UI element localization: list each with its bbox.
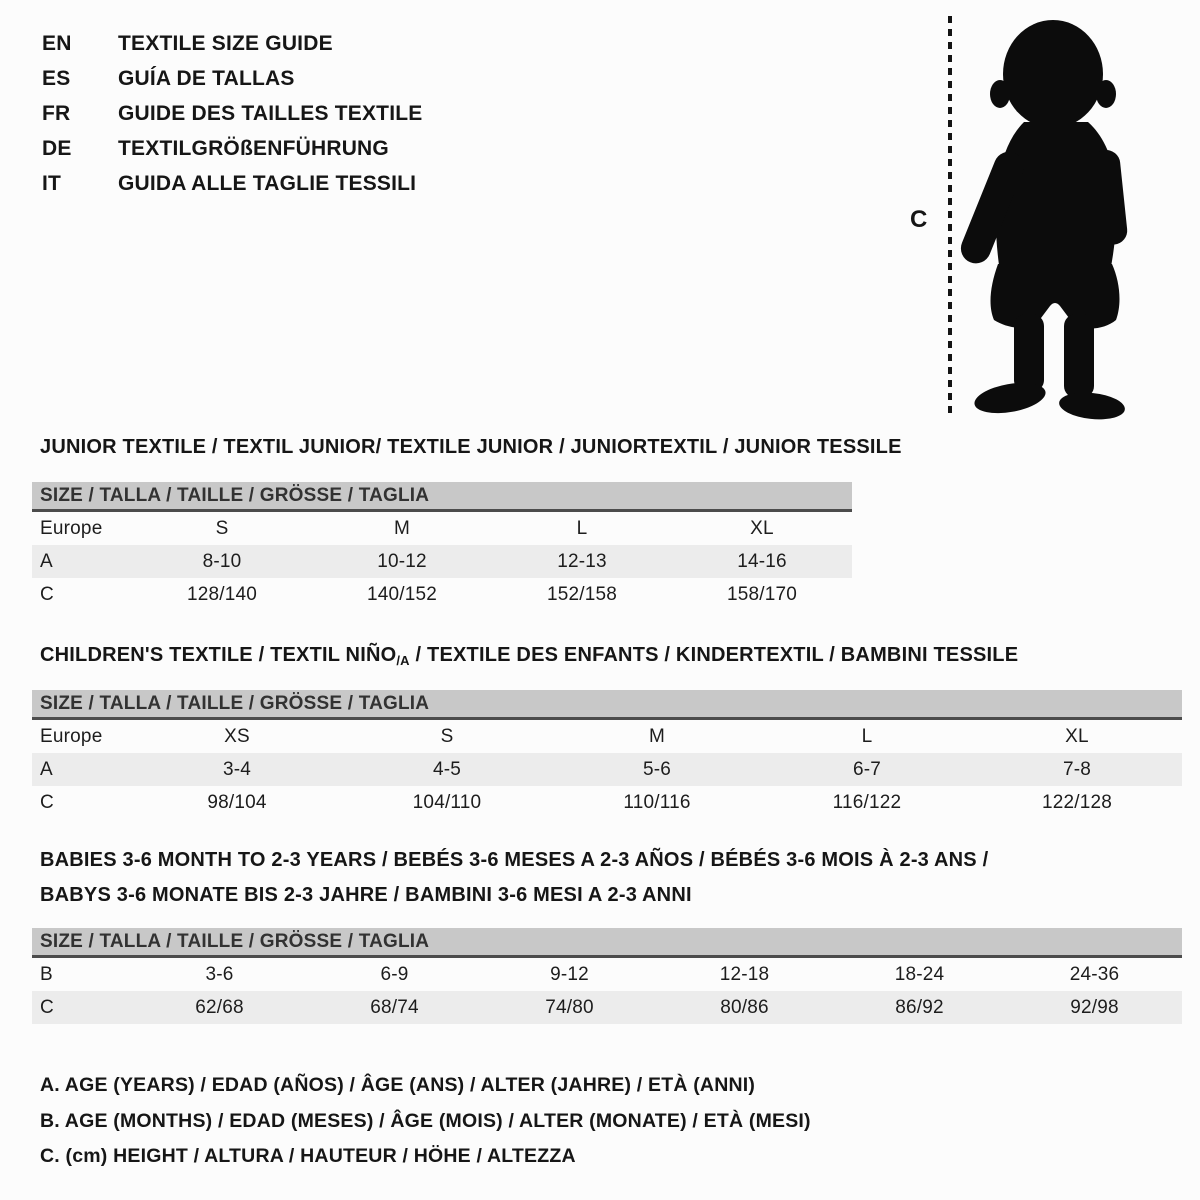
table-cell: 18-24	[894, 963, 945, 985]
section-title-text: / TEXTILE DES ENFANTS / KINDERTEXTIL / BAMBINI TESSILE	[409, 644, 1019, 666]
row-label: A	[40, 758, 53, 780]
table-cell: 62/68	[195, 996, 244, 1018]
table-cell: 74/80	[545, 996, 594, 1018]
table-cell: 8-10	[202, 550, 242, 572]
section-title-junior: JUNIOR TEXTILE / TEXTIL JUNIOR/ TEXTILE JUNIOR / JUNIORTEXTIL / JUNIOR TESSILE	[40, 436, 902, 458]
table-cell: 98/104	[207, 791, 267, 813]
babies-size-table	[32, 928, 1182, 1024]
row-label: Europe	[40, 517, 103, 539]
language-code: EN	[42, 32, 72, 55]
table-cell: M	[393, 517, 411, 539]
table-cell: 158/170	[726, 583, 798, 605]
guide-title: TEXTILGRÖßENFÜHRUNG	[118, 137, 389, 160]
language-code: IT	[42, 172, 62, 195]
junior-size-table	[32, 482, 852, 611]
table-cell: XL	[1065, 725, 1089, 747]
row-label: B	[40, 963, 53, 985]
table-cell: 10-12	[377, 550, 427, 572]
table-cell: 80/86	[720, 996, 769, 1018]
section-title-line: BABIES 3-6 MONTH TO 2-3 YEARS / BEBÉS 3-6 MESES A 2-3 AÑOS / BÉBÉS 3-6 MOIS À 2-3 ANS /	[40, 849, 989, 871]
language-code: ES	[42, 67, 71, 90]
size-header-label: SIZE / TALLA / TAILLE / GRÖSSE / TAGLIA	[40, 484, 430, 506]
table-row	[32, 991, 1182, 1024]
size-header-bar	[32, 928, 1182, 958]
table-cell: XS	[224, 725, 250, 747]
section-title-subscript: /A	[396, 653, 410, 668]
height-measure-dashed-line	[948, 16, 952, 416]
table-cell: 9-12	[550, 963, 589, 985]
children-size-table	[32, 690, 1182, 819]
table-cell: 5-6	[642, 758, 672, 780]
legend-line-a: A. AGE (YEARS) / EDAD (AÑOS) / ÂGE (ANS) / ALTER (JAHRE) / ETÀ (ANNI)	[40, 1074, 756, 1096]
table-cell: 68/74	[370, 996, 419, 1018]
table-cell: 104/110	[412, 791, 482, 813]
section-title-children	[40, 638, 1018, 678]
table-cell: L	[576, 517, 588, 539]
table-cell: 3-4	[222, 758, 252, 780]
section-title-line: BABYS 3-6 MONATE BIS 2-3 JAHRE / BAMBINI 3-6 MESI A 2-3 ANNI	[40, 884, 692, 906]
size-header-label: SIZE / TALLA / TAILLE / GRÖSSE / TAGLIA	[40, 930, 430, 952]
legend	[40, 1068, 811, 1175]
language-row	[42, 166, 422, 201]
guide-title: GUÍA DE TALLAS	[118, 67, 295, 90]
language-code: FR	[42, 102, 71, 125]
table-cell: XL	[750, 517, 774, 539]
table-cell: 6-9	[380, 963, 409, 985]
table-cell: 12-13	[557, 550, 607, 572]
row-label: C	[40, 583, 54, 605]
section-title-babies	[40, 843, 988, 913]
row-label: C	[40, 791, 54, 813]
guide-title: TEXTILE SIZE GUIDE	[118, 32, 333, 55]
guide-title: GUIDE DES TAILLES TEXTILE	[118, 102, 423, 125]
language-row	[42, 61, 422, 96]
table-row	[32, 512, 852, 545]
table-cell: 3-6	[205, 963, 234, 985]
table-cell: L	[861, 725, 873, 747]
row-label: A	[40, 550, 53, 572]
table-row	[32, 545, 852, 578]
legend-line-b: B. AGE (MONTHS) / EDAD (MESES) / ÂGE (MOIS) / ALTER (MONATE) / ETÀ (MESI)	[40, 1109, 811, 1132]
language-row	[42, 96, 422, 131]
table-cell: 86/92	[895, 996, 944, 1018]
table-row	[32, 753, 1182, 786]
language-row	[42, 131, 422, 166]
row-label: Europe	[40, 725, 103, 747]
language-title-list	[42, 26, 422, 201]
table-cell: S	[215, 517, 229, 539]
size-header-bar	[32, 690, 1182, 720]
height-measure-label: C	[910, 206, 928, 233]
toddler-silhouette-icon	[958, 14, 1148, 420]
size-header-label: SIZE / TALLA / TAILLE / GRÖSSE / TAGLIA	[40, 692, 430, 714]
size-header-bar	[32, 482, 852, 512]
table-cell: 128/140	[186, 583, 258, 605]
table-cell: 14-16	[737, 550, 787, 572]
legend-line-c: C. (cm) HEIGHT / ALTURA / HAUTEUR / HÖHE / ALTEZZA	[40, 1145, 576, 1167]
table-cell: 92/98	[1070, 996, 1119, 1018]
table-row	[32, 720, 1182, 753]
table-cell: 140/152	[366, 583, 438, 605]
language-code: DE	[42, 137, 72, 160]
table-cell: 122/128	[1041, 791, 1113, 813]
table-row	[32, 958, 1182, 991]
table-cell: S	[440, 725, 454, 747]
table-cell: 152/158	[546, 583, 618, 605]
row-label: C	[40, 996, 54, 1018]
table-cell: 12-18	[719, 963, 770, 985]
table-cell: 24-36	[1069, 963, 1120, 985]
table-row	[32, 578, 852, 611]
table-cell: 6-7	[852, 758, 882, 780]
language-row	[42, 26, 422, 61]
guide-title: GUIDA ALLE TAGLIE TESSILI	[118, 172, 417, 195]
section-title-text: CHILDREN'S TEXTILE / TEXTIL NIÑO	[40, 644, 397, 666]
table-cell: 4-5	[432, 758, 462, 780]
table-cell: M	[648, 725, 666, 747]
table-cell: 116/122	[832, 791, 902, 813]
table-row	[32, 786, 1182, 819]
table-cell: 7-8	[1062, 758, 1092, 780]
table-cell: 110/116	[623, 791, 691, 813]
